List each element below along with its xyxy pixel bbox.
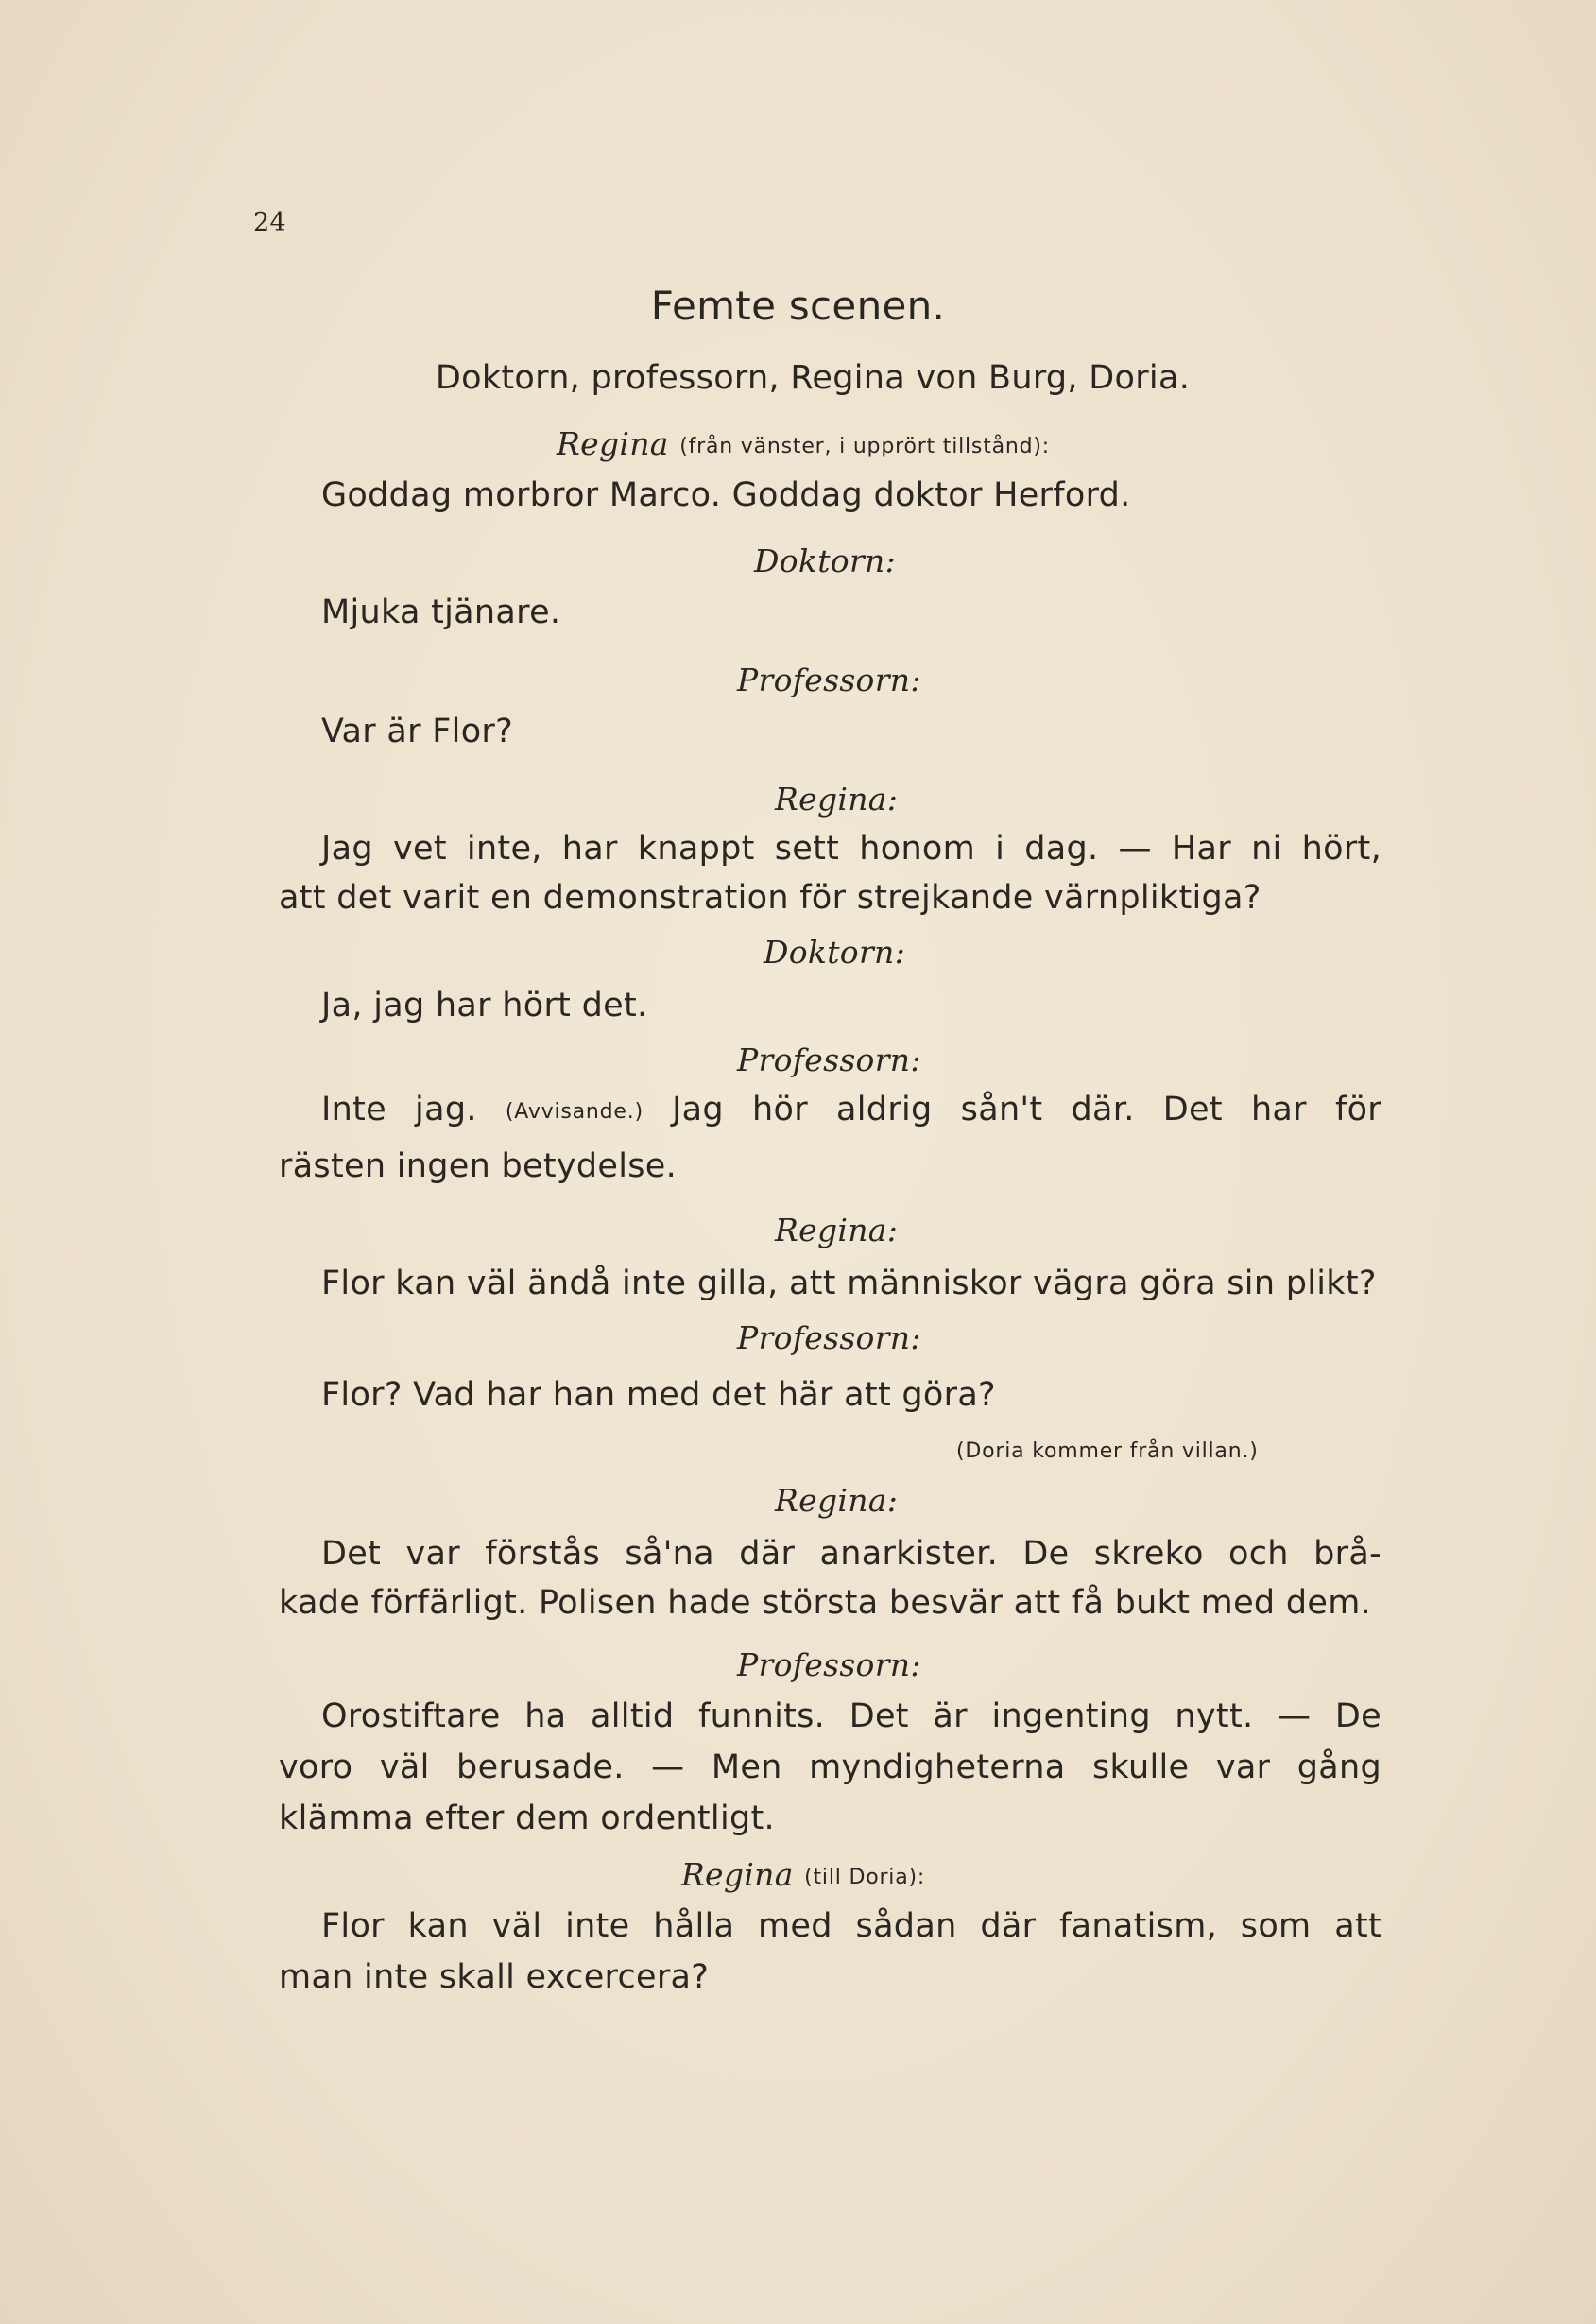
- dialogue-line: Mjuka tjänare.: [321, 594, 561, 631]
- stage-direction: (till Doria):: [804, 1866, 926, 1889]
- cast-list: Doktorn, professorn, Regina von Burg, Doria.: [435, 359, 1191, 397]
- speaker-heading: Professorn:: [737, 1041, 921, 1078]
- dialogue-line: voro väl berusade. — Men myndigheterna skulle var gång: [279, 1748, 1381, 1786]
- dialogue-line: klämma efter dem ordentligt.: [279, 1799, 775, 1837]
- stage-direction: (Avvisande.): [505, 1100, 644, 1124]
- page-number: 24: [253, 208, 286, 237]
- dialogue-line: rästen ingen betydelse.: [279, 1147, 678, 1185]
- dialogue-line: Jag vet inte, har knappt sett honom i dag. — Har ni hört,: [321, 830, 1381, 868]
- dialogue-line: Ja, jag har hört det.: [321, 987, 648, 1024]
- speaker-heading: Doktorn:: [754, 542, 896, 579]
- scene-title: Femte scenen.: [650, 283, 946, 329]
- speaker-heading: Doktorn:: [764, 934, 905, 971]
- dialogue-text: Jag hör aldrig sån't där. Det har för: [672, 1091, 1381, 1128]
- speaker-heading: Professorn:: [737, 1319, 921, 1356]
- speaker-heading: [454, 1854, 1153, 1899]
- dialogue-line: Det var förstås så'na där anarkister. De skreko och brå-: [321, 1535, 1381, 1573]
- dialogue-text: Inte jag.: [321, 1091, 477, 1128]
- dialogue-line: man inte skall excercera?: [279, 1958, 710, 1996]
- speaker-name: Regina: [556, 425, 669, 462]
- dialogue-line: Flor kan väl inte hålla med sådan där fanatism, som att: [321, 1907, 1381, 1945]
- speaker-name: Regina: [680, 1856, 794, 1893]
- dialogue-line: [321, 1089, 1381, 1133]
- speaker-heading: [283, 423, 1323, 468]
- speaker-heading: Regina:: [775, 1212, 899, 1248]
- dialogue-line: Goddag morbror Marco. Goddag doktor Herford.: [321, 476, 1131, 514]
- dialogue-line: Var är Flor?: [321, 713, 513, 750]
- dialogue-line: att det varit en demonstration för strejkande värnpliktiga?: [279, 879, 1261, 917]
- dialogue-line: kade förfärligt. Polisen hade största besvär att få bukt med dem.: [279, 1584, 1372, 1622]
- speaker-heading: Regina:: [775, 781, 899, 818]
- dialogue-line: Flor kan väl ändå inte gilla, att människor vägra göra sin plikt?: [321, 1265, 1377, 1302]
- dialogue-line: Orostiftare ha alltid funnits. Det är ingenting nytt. — De: [321, 1697, 1381, 1735]
- stage-direction: (Doria kommer från villan.): [956, 1439, 1259, 1463]
- stage-direction: (från vänster, i upprört tillstånd):: [679, 435, 1051, 458]
- dialogue-line: Flor? Vad har han med det här att göra?: [321, 1376, 996, 1414]
- speaker-heading: Regina:: [775, 1482, 899, 1519]
- speaker-heading: Professorn:: [737, 1646, 921, 1683]
- speaker-heading: Professorn:: [737, 662, 921, 698]
